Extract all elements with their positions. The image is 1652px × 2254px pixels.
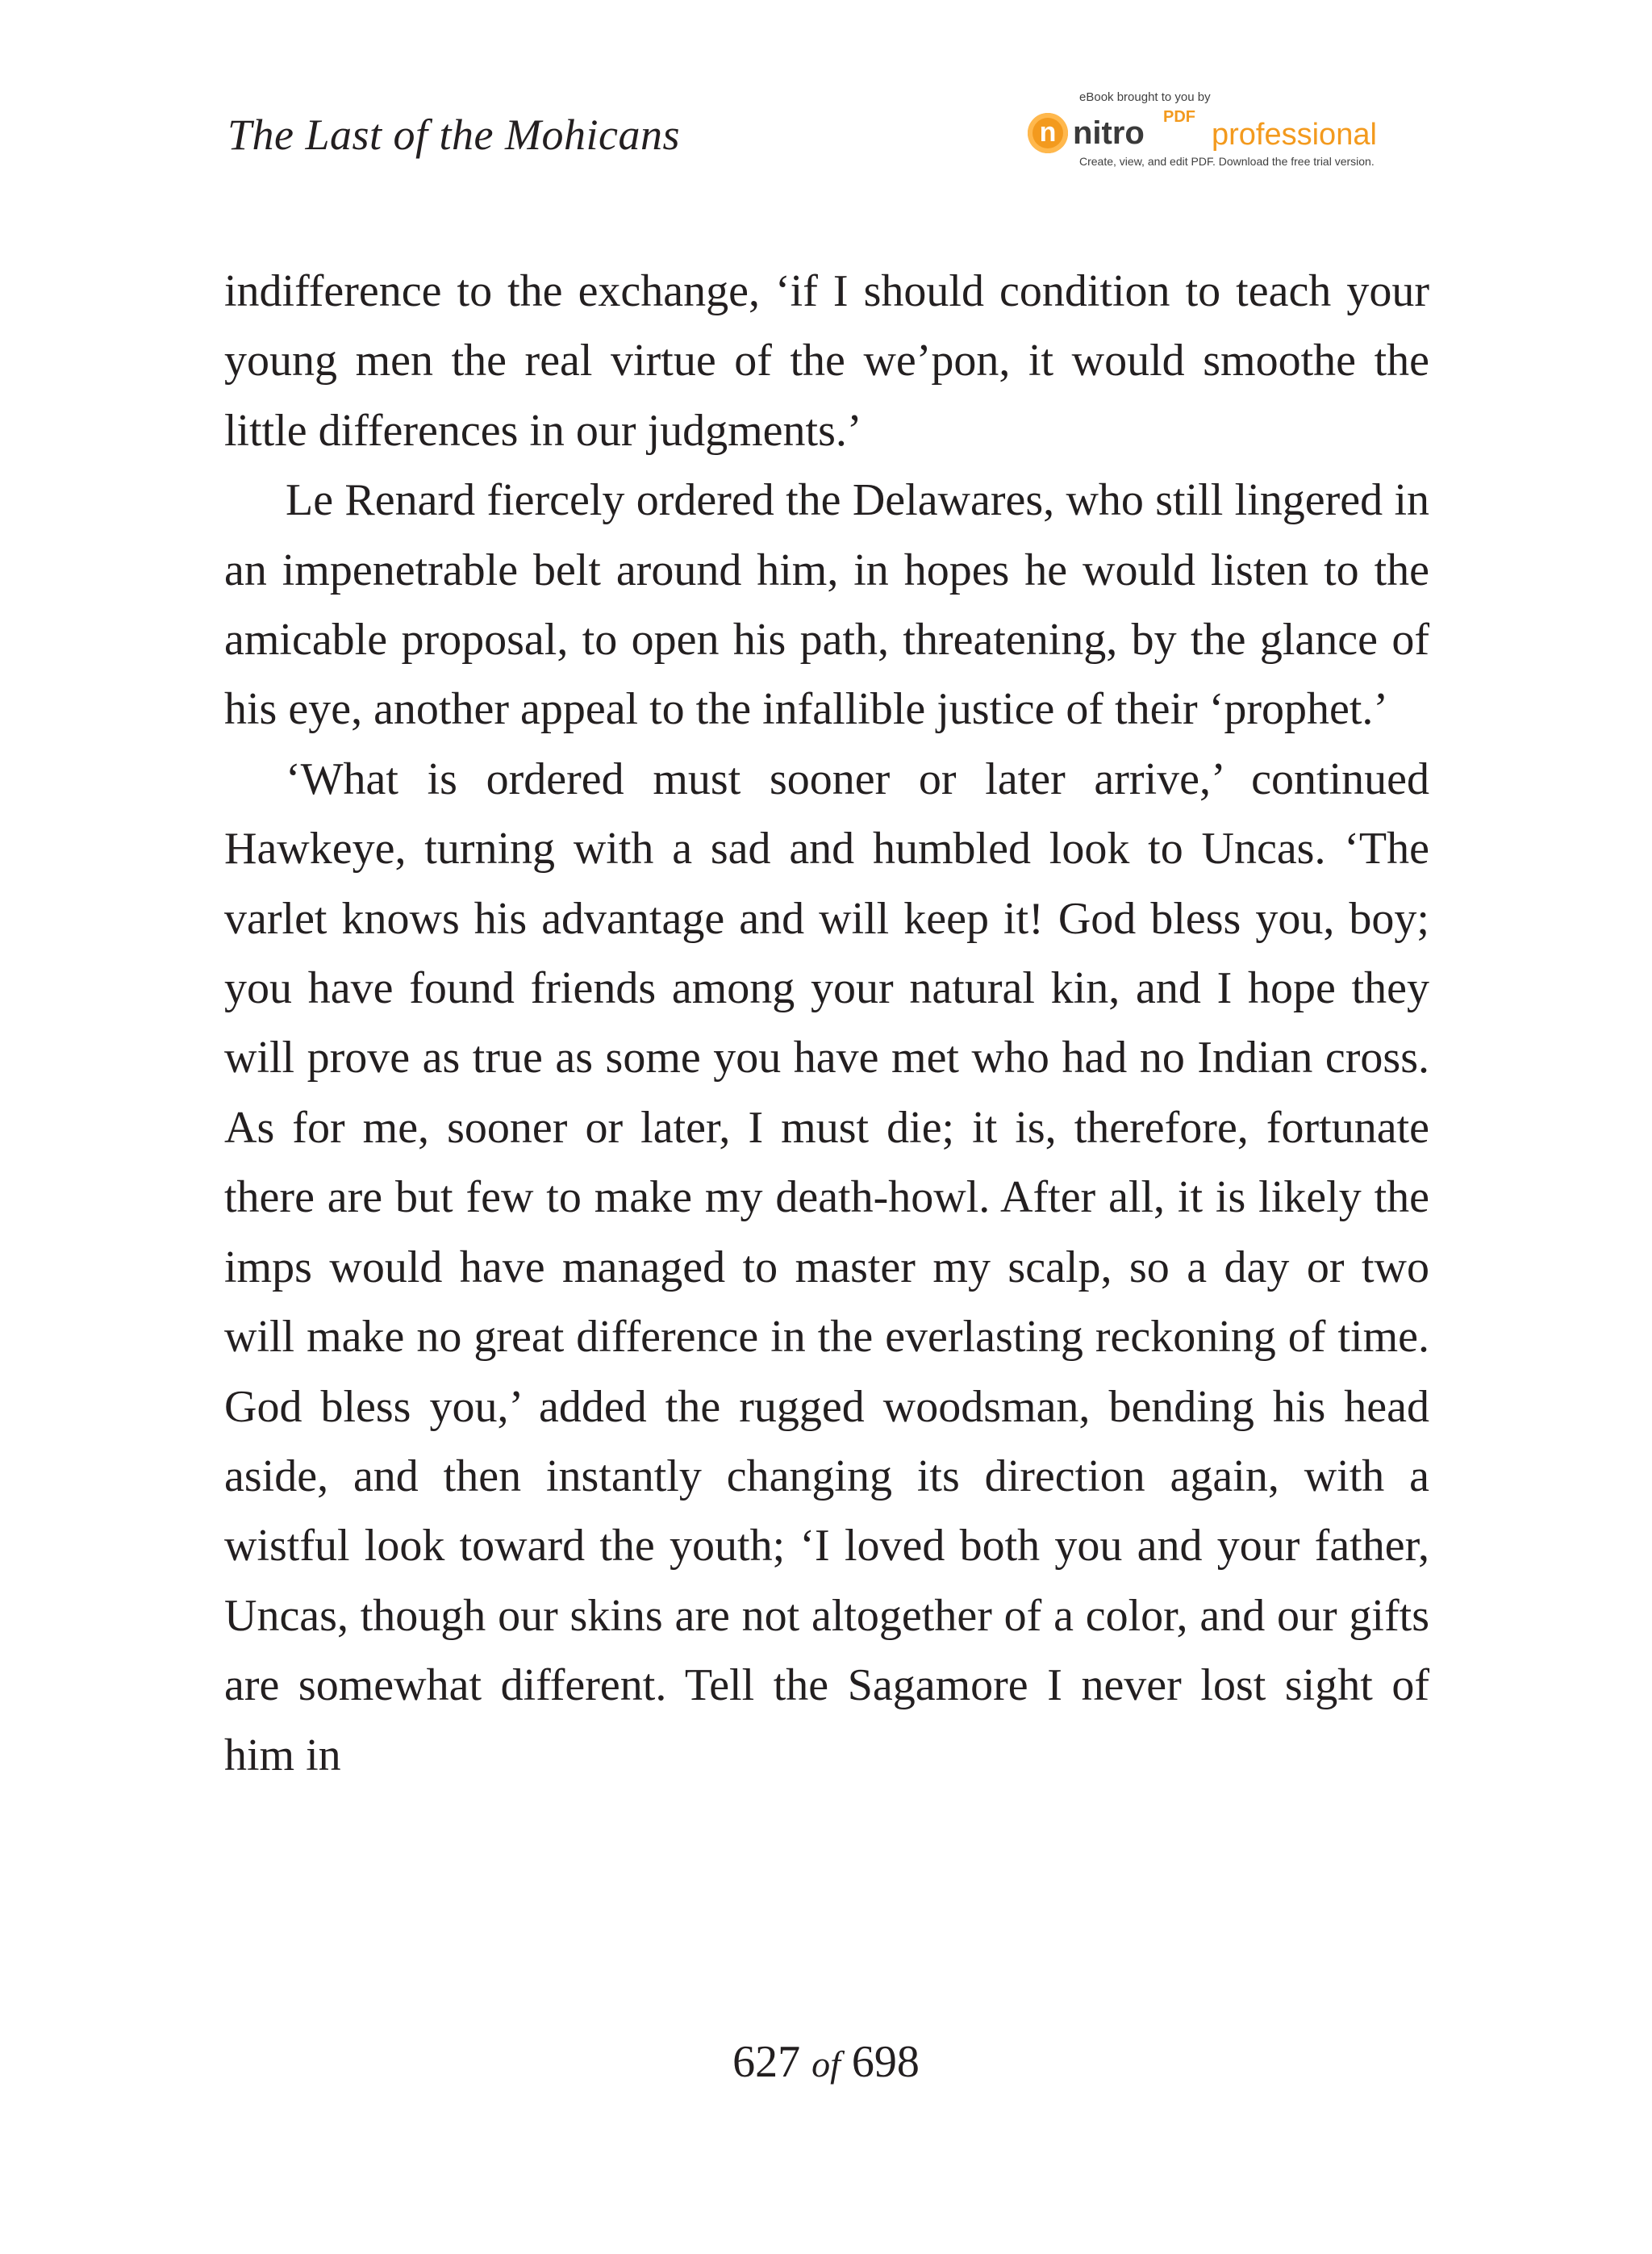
total-pages-number: 698 xyxy=(851,2037,920,2087)
ad-brand-superscript: PDF xyxy=(1163,108,1195,126)
page-body-text xyxy=(224,257,1429,1790)
page-number-footer xyxy=(0,2030,1652,2097)
running-header-title: The Last of the Mohicans xyxy=(227,111,680,159)
paragraph: Le Renard fiercely ordered the Delawares, who still lingered in an impenetrable belt around him, in hopes he would listen to the amicable proposal, to open his path, threatening, by the glance of his eye, another appeal to the infallible justice of their ‘prophet.’ xyxy=(224,475,1429,735)
paragraph: ‘What is ordered must sooner or later arrive,’ continued Hawkeye, turning with a sad and humbled look to Uncas. ‘The varlet knows his advantage and will keep it! God bless you, boy; you have found friends among your natural kin, and I hope they will prove as true as some you have met who had no Indian cross. As for me, sooner or later, I must die; it is, therefore, fortunate there are but few to make my death-howl. After all, it is likely the imps would have managed to master my scalp, so a day or two will make no great difference in the everlasting reckoning of time. God bless you,’ added the rugged woodsman, bending his head aside, and then instantly changing its direction again, with a wistful look toward the youth; ‘I loved both you and your father, Uncas, though our skins are not altogether of a color, and our gifts are somewhat different. Tell the Sagamore I never lost sight of him in xyxy=(224,753,1429,1780)
ad-product-name: professional xyxy=(1212,118,1377,152)
page-of-label: of xyxy=(811,2043,841,2085)
logo-letter: n xyxy=(1039,117,1057,148)
current-page-number: 627 xyxy=(732,2037,801,2087)
nitro-logo-icon xyxy=(1028,113,1068,153)
nitro-pdf-ad-banner[interactable] xyxy=(1028,90,1415,171)
paragraph-continuation: indifference to the exchange, ‘if I should condition to teach your young men the real virtue of the we’pon, it would smoothe the little differences in our judgments.’ xyxy=(224,266,1429,456)
ad-subline: Create, view, and edit PDF. Download the free trial version. xyxy=(1079,155,1375,168)
ad-brand-name: nitro xyxy=(1073,115,1145,151)
ad-tagline: eBook brought to you by xyxy=(1079,90,1211,104)
